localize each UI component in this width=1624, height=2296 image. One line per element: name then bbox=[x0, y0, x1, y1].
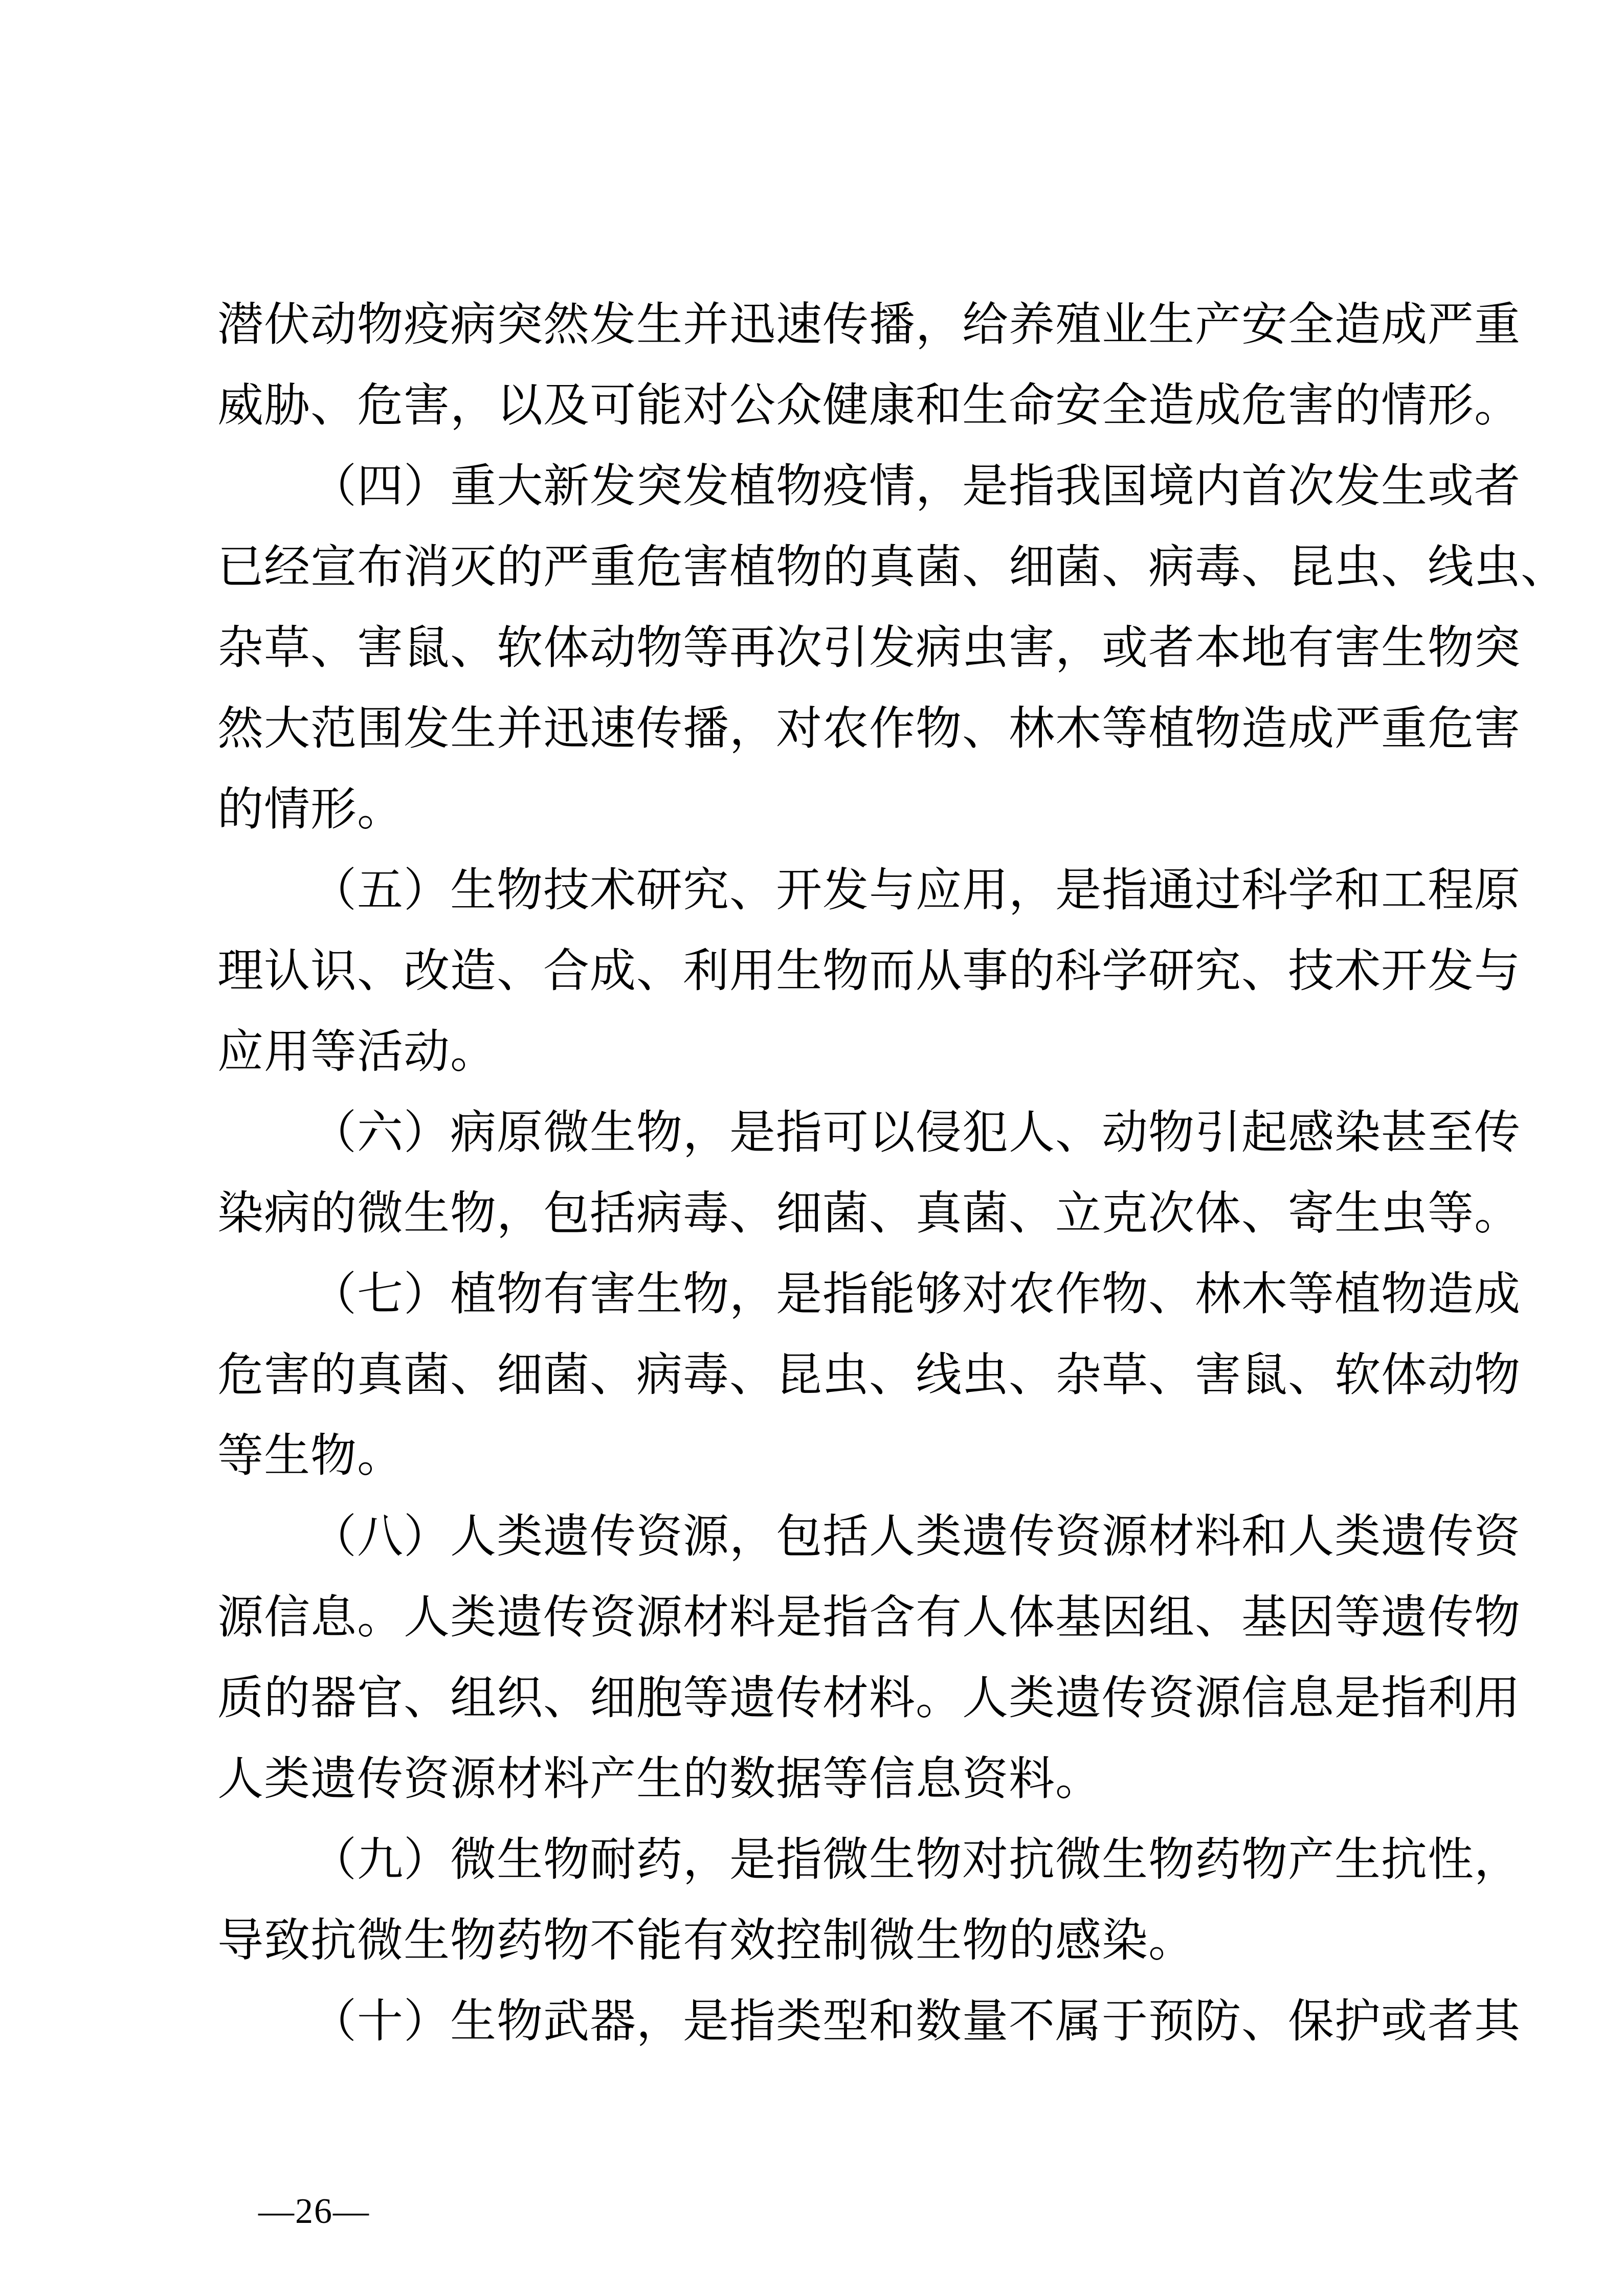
paragraph bbox=[217, 1820, 1521, 1982]
text-line: 质的器官、组织、细胞等遗传材料。人类遗传资源信息是指利用 bbox=[217, 1673, 1521, 1724]
body-text bbox=[217, 285, 1567, 2062]
text-line: （六）病原微生物，是指可以侵犯人、动物引起感染甚至传 bbox=[310, 1108, 1521, 1158]
paragraph bbox=[217, 850, 1521, 1093]
text-line: 源信息。人类遗传资源材料是指含有人体基因组、基因等遗传物 bbox=[217, 1592, 1521, 1643]
text-line: 等生物。 bbox=[217, 1431, 404, 1481]
text-line: 杂草、害鼠、软体动物等再次引发病虫害，或者本地有害生物突 bbox=[217, 623, 1521, 673]
page-footer bbox=[258, 2193, 370, 2231]
paragraph bbox=[217, 446, 1567, 850]
paragraph bbox=[217, 1497, 1521, 1820]
paragraph bbox=[217, 1093, 1521, 1254]
text-line: 潜伏动物疫病突然发生并迅速传播，给养殖业生产安全造成严重 bbox=[217, 300, 1521, 350]
text-line: （七）植物有害生物，是指能够对农作物、林木等植物造成 bbox=[310, 1269, 1521, 1320]
text-line: 然大范围发生并迅速传播，对农作物、林木等植物造成严重危害 bbox=[217, 704, 1521, 754]
text-line: （十）生物武器，是指类型和数量不属于预防、保护或者其 bbox=[310, 1996, 1521, 2047]
page-number: —26— bbox=[258, 2192, 370, 2231]
text-line: （五）生物技术研究、开发与应用，是指通过科学和工程原 bbox=[310, 865, 1521, 916]
text-line: 已经宣布消灭的严重危害植物的真菌、细菌、病毒、昆虫、线虫、 bbox=[217, 542, 1567, 593]
text-line: 理认识、改造、合成、利用生物而从事的科学研究、技术开发与 bbox=[217, 946, 1521, 997]
text-line: （八）人类遗传资源，包括人类遗传资源材料和人类遗传资 bbox=[310, 1512, 1521, 1562]
text-line: 应用等活动。 bbox=[217, 1027, 497, 1077]
text-line: 染病的微生物，包括病毒、细菌、真菌、立克次体、寄生虫等。 bbox=[217, 1188, 1521, 1239]
paragraph bbox=[217, 1254, 1521, 1497]
text-line: （九）微生物耐药，是指微生物对抗微生物药物产生抗性， bbox=[310, 1835, 1521, 1885]
paragraph bbox=[217, 1982, 1521, 2062]
paragraph bbox=[217, 285, 1521, 446]
text-line: 的情形。 bbox=[217, 784, 404, 835]
text-line: 危害的真菌、细菌、病毒、昆虫、线虫、杂草、害鼠、软体动物 bbox=[217, 1350, 1521, 1401]
text-line: 人类遗传资源材料产生的数据等信息资料。 bbox=[217, 1754, 1102, 1805]
text-line: （四）重大新发突发植物疫情，是指我国境内首次发生或者 bbox=[310, 461, 1521, 512]
text-line: 导致抗微生物药物不能有效控制微生物的感染。 bbox=[217, 1916, 1195, 1966]
text-line: 威胁、危害，以及可能对公众健康和生命安全造成危害的情形。 bbox=[217, 380, 1521, 431]
